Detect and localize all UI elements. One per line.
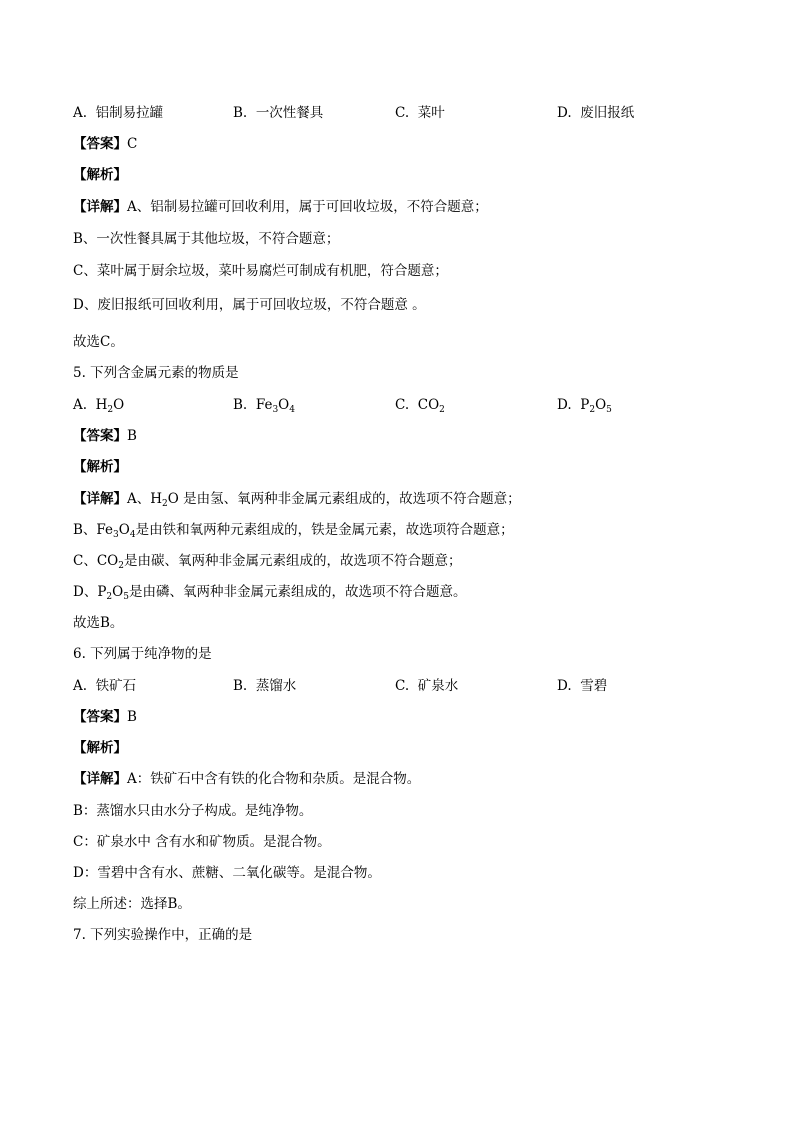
q4-option-d: D. 废旧报纸: [557, 105, 635, 121]
q5-conclusion: 故选B。: [73, 615, 124, 631]
q6-option-c: C. 矿泉水: [395, 678, 459, 694]
q4-conclusion: 故选C。: [73, 334, 124, 350]
q6-detail-2: B：蒸馏水只由水分子构成。是纯净物。: [73, 803, 313, 819]
q5-option-d: D. $P_2O_5$: [557, 397, 612, 415]
q5-option-b: B. $Fe_3O_4$: [233, 397, 295, 415]
q4-detail-1: 【详解】A、铝制易拉罐可回收利用，属于可回收垃圾，不符合题意；: [73, 199, 488, 215]
q5-option-a: A. $H_2O$: [73, 397, 125, 415]
q5-detail-3: C、$CO_2$是由碳、氧两种非金属元素组成的，故选项不符合题意；: [73, 553, 462, 571]
q6-option-a: A. 铁矿石: [73, 678, 137, 694]
q6-detail-1: 【详解】A：铁矿石中含有铁的化合物和杂质。是混合物。: [73, 771, 421, 787]
q6-answer: 【答案】B: [73, 709, 137, 725]
q4-analysis-label: 【解析】: [73, 167, 127, 183]
q6-option-d: D. 雪碧: [557, 678, 608, 694]
q5-analysis-label: 【解析】: [73, 459, 127, 475]
q5-answer: 【答案】B: [73, 428, 137, 444]
q4-answer: 【答案】C: [73, 136, 138, 152]
q6-option-b: B. 蒸馏水: [233, 678, 297, 694]
q4-option-b: B. 一次性餐具: [233, 105, 324, 121]
q5-detail-4: D、$P_2O_5$是由磷、氧两种非金属元素组成的，故选项不符合题意。: [73, 584, 467, 602]
q4-detail-3: C、菜叶属于厨余垃圾，菜叶易腐烂可制成有机肥，符合题意；: [73, 263, 448, 279]
q7-stem: 7. 下列实验操作中，正确的是: [73, 927, 253, 943]
q5-stem: 5. 下列含金属元素的物质是: [73, 365, 239, 381]
q6-detail-4: D：雪碧中含有水、蔗糖、二氧化碳等。是混合物。: [73, 865, 381, 881]
q4-option-c: C. 菜叶: [395, 105, 445, 121]
q4-option-a: A. 铝制易拉罐: [73, 105, 164, 121]
q5-option-c: C. $CO_2$: [395, 397, 445, 415]
q6-detail-3: C：矿泉水中 含有水和矿物质。是混合物。: [73, 834, 331, 850]
q6-stem: 6. 下列属于纯净物的是: [73, 646, 212, 662]
q4-detail-4: D、废旧报纸可回收利用，属于可回收垃圾，不符合题意 。: [73, 297, 426, 313]
q4-detail-2: B、一次性餐具属于其他垃圾，不符合题意；: [73, 231, 340, 247]
q5-detail-1: 【详解】A、$H_2O$ 是由氢、氧两种非金属元素组成的，故选项不符合题意；: [73, 491, 521, 509]
q5-detail-2: B、$Fe_3O_4$是由铁和氧两种元素组成的，铁是金属元素，故选项符合题意；: [73, 522, 514, 540]
q6-analysis-label: 【解析】: [73, 740, 127, 756]
q6-conclusion: 综上所述：选择B。: [73, 896, 191, 912]
